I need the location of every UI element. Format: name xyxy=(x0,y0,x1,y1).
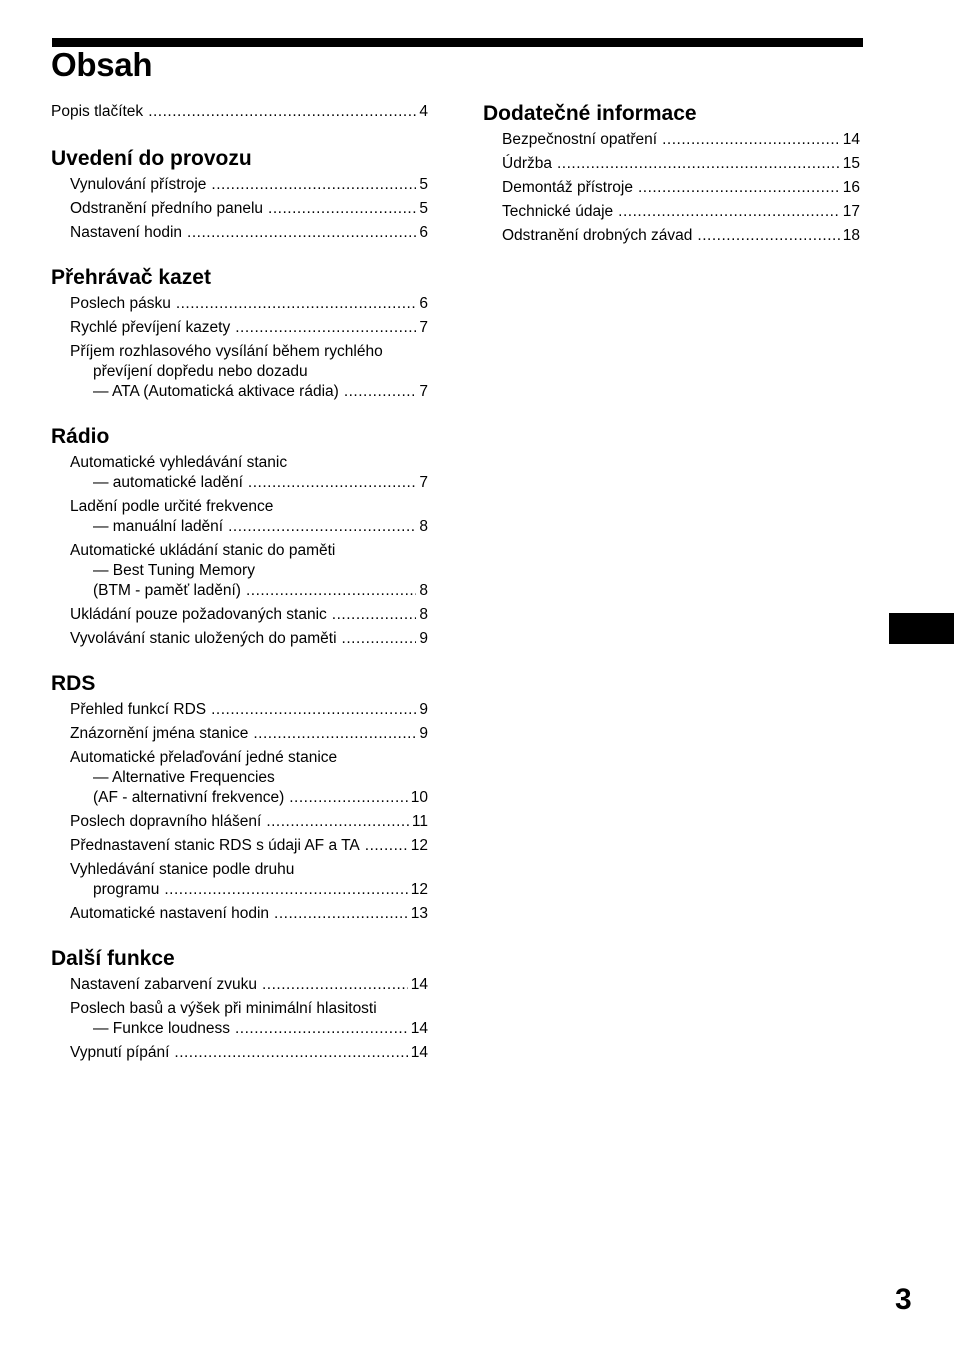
toc-entry[interactable] xyxy=(51,223,428,243)
toc-entry-label: Demontáž přístroje xyxy=(502,179,633,196)
toc-page-number: 11 xyxy=(411,813,428,830)
toc-entry-row xyxy=(70,836,428,856)
toc-page-number: 14 xyxy=(842,131,860,148)
toc-entry-label: Automatické nastavení hodin xyxy=(70,905,270,922)
toc-entry[interactable] xyxy=(51,342,428,402)
toc-entry[interactable] xyxy=(483,154,860,174)
toc-entry-label: Vyvolávání stanic uložených do paměti xyxy=(70,630,337,647)
dot-leader xyxy=(557,154,840,174)
section-heading: Uvedení do provozu xyxy=(51,147,252,170)
toc-section-uvedeni-do-provozu xyxy=(51,146,428,243)
toc-entry[interactable] xyxy=(51,975,428,995)
toc-entry-line: Automatické přelaďování jedné stanice xyxy=(70,749,338,766)
toc-section-radio xyxy=(51,424,428,649)
toc-entry-label: — ATA (Automatická aktivace rádia) xyxy=(93,383,339,400)
dot-leader xyxy=(246,581,416,601)
toc-entry[interactable] xyxy=(51,629,428,649)
dot-leader xyxy=(697,226,839,246)
toc-page-number: 8 xyxy=(419,518,428,535)
toc-page-number: 9 xyxy=(419,701,428,718)
language-tab-marker xyxy=(889,613,954,644)
toc-entry-label: — Funkce loudness xyxy=(93,1020,230,1037)
toc-entry-row xyxy=(70,294,428,314)
toc-entry-label: Vynulování přístroje xyxy=(70,176,207,193)
section-heading: Další funkce xyxy=(51,947,175,970)
toc-entry-label: Technické údaje xyxy=(502,203,614,220)
toc-entry[interactable] xyxy=(483,202,860,222)
toc-entry-row xyxy=(70,880,428,900)
toc-entry-row xyxy=(502,154,860,174)
toc-entry-label: — automatické ladění xyxy=(93,474,243,491)
toc-page-number: 6 xyxy=(419,295,428,312)
page-title: Obsah xyxy=(51,46,153,83)
section-heading: Přehrávač kazet xyxy=(51,266,211,289)
toc-page-number: 7 xyxy=(419,474,428,491)
dot-leader xyxy=(164,880,407,900)
toc-entry-row xyxy=(502,130,860,150)
toc-right-column xyxy=(483,101,860,246)
toc-page-number: 8 xyxy=(419,582,428,599)
toc-entry-row xyxy=(70,975,428,995)
toc-entry[interactable] xyxy=(51,700,428,720)
toc-entry[interactable] xyxy=(51,497,428,537)
toc-section-dodatecne-informace xyxy=(483,101,860,246)
section-heading: Dodatečné informace xyxy=(483,102,697,125)
toc-entry[interactable] xyxy=(51,860,428,900)
toc-entry-line: Poslech basů a výšek při minimální hlasitosti xyxy=(70,1000,377,1017)
toc-entry-label: Nastavení zabarvení zvuku xyxy=(70,976,257,993)
toc-entry-label: Údržba xyxy=(502,155,552,172)
dot-leader xyxy=(211,700,416,720)
toc-entry-row xyxy=(70,1019,428,1039)
toc-entry-row xyxy=(70,605,428,625)
toc-page-number: 14 xyxy=(410,1020,428,1037)
toc-entry-label: Znázornění jména stanice xyxy=(70,725,249,742)
toc-entry[interactable] xyxy=(51,605,428,625)
toc-entry-row xyxy=(502,178,860,198)
section-heading: Rádio xyxy=(51,425,110,448)
dot-leader xyxy=(365,836,408,856)
dot-leader xyxy=(235,318,416,338)
dot-leader xyxy=(235,1019,408,1039)
toc-entry-row xyxy=(70,904,428,924)
toc-entry-label: Odstranění předního panelu xyxy=(70,200,264,217)
toc-entry[interactable] xyxy=(51,1043,428,1063)
toc-entry-line: převíjení dopředu nebo dozadu xyxy=(93,363,308,380)
toc-entry-line: Automatické vyhledávání stanic xyxy=(70,454,288,471)
toc-entry-line: Ladění podle určité frekvence xyxy=(70,498,274,515)
toc-section-rds xyxy=(51,671,428,924)
toc-entry-row xyxy=(70,199,428,219)
toc-entry-row xyxy=(70,812,428,832)
toc-entry[interactable] xyxy=(51,836,428,856)
toc-entry-row xyxy=(502,226,860,246)
dot-leader xyxy=(274,904,408,924)
toc-entry-label: Poslech dopravního hlášení xyxy=(70,813,262,830)
toc-entry-row xyxy=(70,700,428,720)
dot-leader xyxy=(638,178,840,198)
dot-leader xyxy=(262,975,408,995)
toc-entry-label: Rychlé převíjení kazety xyxy=(70,319,231,336)
toc-entry-intro[interactable] xyxy=(51,102,428,122)
toc-entry[interactable] xyxy=(51,175,428,195)
toc-entry[interactable] xyxy=(51,748,428,808)
dot-leader xyxy=(342,629,417,649)
toc-page-number: 7 xyxy=(419,383,428,400)
dot-leader xyxy=(187,223,416,243)
toc-section-dalsi-funkce xyxy=(51,946,428,1063)
toc-entry[interactable] xyxy=(483,226,860,246)
toc-page-number: 14 xyxy=(410,1044,428,1061)
dot-leader xyxy=(211,175,416,195)
dot-leader xyxy=(618,202,840,222)
toc-section-prehravac-kazet xyxy=(51,265,428,402)
toc-page-number: 18 xyxy=(842,227,860,244)
dot-leader xyxy=(148,102,416,122)
toc-entry-label: Ukládání pouze požadovaných stanic xyxy=(70,606,327,623)
toc-page-number: 5 xyxy=(419,176,428,193)
page-number: 3 xyxy=(895,1283,912,1316)
dot-leader xyxy=(289,788,408,808)
dot-leader xyxy=(332,605,417,625)
toc-entry-line: — Alternative Frequencies xyxy=(93,769,275,786)
toc-entry-label: Odstranění drobných závad xyxy=(502,227,693,244)
toc-entry[interactable] xyxy=(51,453,428,493)
toc-entry-line: Automatické ukládání stanic do paměti xyxy=(70,542,336,559)
toc-entry-row xyxy=(70,382,428,402)
toc-page-number: 6 xyxy=(419,224,428,241)
toc-page-number: 15 xyxy=(842,155,860,172)
toc-page-number: 12 xyxy=(410,881,428,898)
toc-entry-label: programu xyxy=(93,881,160,898)
toc-entry[interactable] xyxy=(51,812,428,832)
toc-entry-row xyxy=(70,223,428,243)
toc-entry-line: Příjem rozhlasového vysílání během rychlého xyxy=(70,343,383,360)
toc-entry[interactable] xyxy=(51,724,428,744)
toc-page-number: 13 xyxy=(410,905,428,922)
toc-entry-label: (BTM - paměť ladění) xyxy=(93,582,241,599)
toc-entry-label: Přednastavení stanic RDS s údaji AF a TA xyxy=(70,837,360,854)
toc-entry[interactable] xyxy=(51,904,428,924)
top-rule xyxy=(52,38,863,47)
toc-entry-row xyxy=(502,202,860,222)
toc-page-number: 5 xyxy=(419,200,428,217)
toc-page-number: 9 xyxy=(419,630,428,647)
toc-entry-row xyxy=(70,1043,428,1063)
toc-entry[interactable] xyxy=(51,294,428,314)
toc-entry-label: Vypnutí pípání xyxy=(70,1044,170,1061)
dot-leader xyxy=(174,1043,407,1063)
toc-left-column xyxy=(51,102,428,1063)
dot-leader xyxy=(662,130,840,150)
toc-page-number: 7 xyxy=(419,319,428,336)
dot-leader xyxy=(266,812,409,832)
toc-entry[interactable] xyxy=(483,130,860,150)
toc-entry-label: Přehled funkcí RDS xyxy=(70,701,207,718)
toc-page-number: 12 xyxy=(410,837,428,854)
dot-leader xyxy=(176,294,417,314)
dot-leader xyxy=(228,517,416,537)
dot-leader xyxy=(253,724,416,744)
section-heading: RDS xyxy=(51,672,96,695)
dot-leader xyxy=(248,473,416,493)
toc-page-number: 16 xyxy=(842,179,860,196)
toc-page-number: 17 xyxy=(842,203,860,220)
toc-entry[interactable] xyxy=(483,178,860,198)
dot-leader xyxy=(344,382,417,402)
toc-entry-row xyxy=(70,788,428,808)
toc-entry-row xyxy=(70,517,428,537)
toc-entry-row xyxy=(70,318,428,338)
toc-entry-label: — manuální ladění xyxy=(93,518,224,535)
toc-entry[interactable] xyxy=(51,318,428,338)
toc-entry-label: (AF - alternativní frekvence) xyxy=(93,789,285,806)
toc-entry-row xyxy=(70,581,428,601)
toc-page-number: 4 xyxy=(419,103,428,120)
toc-page-number: 8 xyxy=(419,606,428,623)
dot-leader xyxy=(268,199,416,219)
toc-entry-row xyxy=(70,629,428,649)
toc-entry-row xyxy=(70,724,428,744)
toc-page-number: 14 xyxy=(410,976,428,993)
toc-page-number: 9 xyxy=(419,725,428,742)
toc-entry-label: Poslech pásku xyxy=(70,295,171,312)
toc-entry[interactable] xyxy=(51,199,428,219)
toc-entry-label: Nastavení hodin xyxy=(70,224,183,241)
toc-entry-line: Vyhledávání stanice podle druhu xyxy=(70,861,295,878)
toc-entry-line: — Best Tuning Memory xyxy=(93,562,255,579)
toc-page-number: 10 xyxy=(410,789,428,806)
toc-entry-row xyxy=(70,473,428,493)
toc-entry-label: Popis tlačítek xyxy=(51,103,144,120)
toc-entry[interactable] xyxy=(51,999,428,1039)
toc-entry-row xyxy=(70,175,428,195)
toc-entry[interactable] xyxy=(51,541,428,601)
toc-entry-label: Bezpečnostní opatření xyxy=(502,131,658,148)
